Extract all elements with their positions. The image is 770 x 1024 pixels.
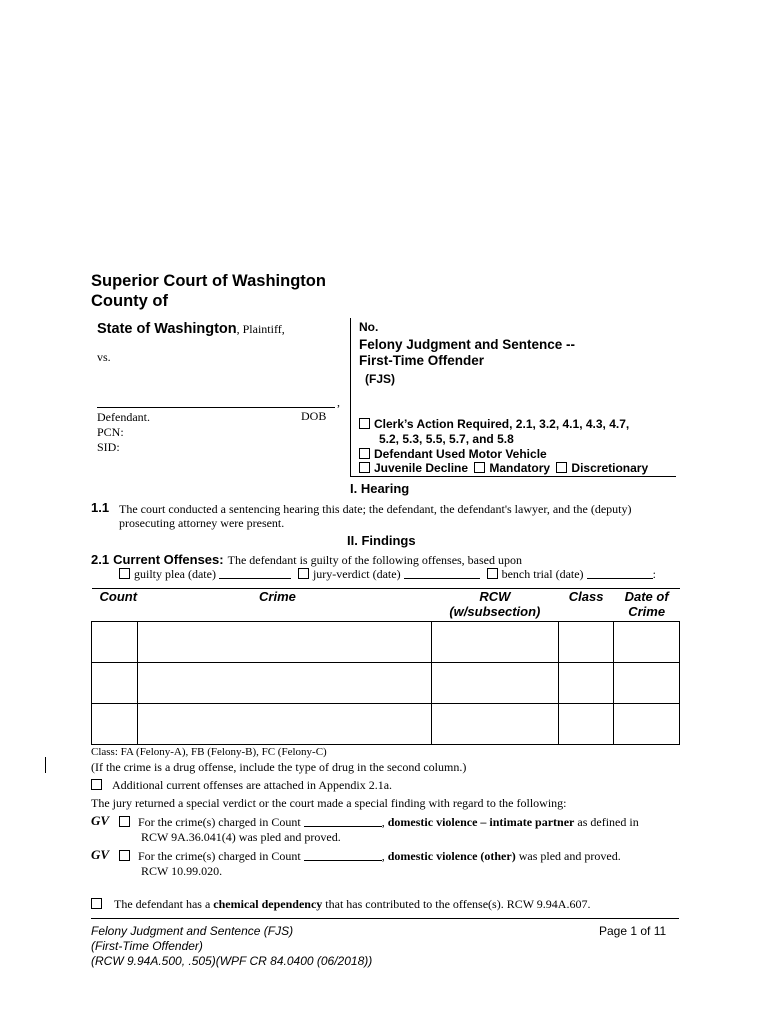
text-cursor — [45, 757, 46, 773]
dv-other-checkbox[interactable] — [119, 850, 130, 861]
case-number-label: No. — [359, 320, 379, 334]
plea-options-colon: : — [652, 567, 656, 581]
rcw-cell[interactable] — [431, 622, 558, 663]
table-row — [92, 704, 680, 745]
crime-cell[interactable] — [137, 704, 431, 745]
guilty-plea-date-field[interactable] — [219, 567, 291, 579]
additional-offenses-text: Additional current offenses are attached in Appendix 2.1a. — [112, 778, 393, 792]
additional-offenses-row — [91, 778, 392, 793]
dv-intimate-checkbox[interactable] — [119, 816, 130, 827]
chemical-dependency-checkbox[interactable] — [91, 898, 102, 909]
jury-verdict-date-field[interactable] — [404, 567, 480, 579]
plea-options-row — [119, 567, 656, 582]
class-cell[interactable] — [558, 704, 613, 745]
plaintiff-role: , Plaintiff, — [236, 322, 285, 336]
guilty-plea-label: guilty plea (date) — [134, 567, 216, 581]
court-name: Superior Court of Washington — [91, 272, 326, 290]
caption-comma: , — [337, 395, 340, 409]
bench-trial-label: bench trial (date) — [501, 567, 584, 581]
dob-label: DOB — [301, 409, 327, 423]
current-offenses-intro: The defendant is guilty of the following offenses, based upon — [227, 553, 523, 567]
clerk-action-sections: 5.2, 5.3, 5.5, 5.7, and 5.8 — [379, 432, 514, 446]
special-finding-dv-other: For the crime(s) charged in Count , domestic violence (other) was pled and proved. — [119, 849, 621, 864]
juvenile-decline-label: Juvenile Decline — [374, 461, 469, 475]
findings-heading: II. Findings — [347, 533, 416, 548]
caption-bottom-rule — [350, 476, 676, 477]
jury-verdict-checkbox[interactable] — [298, 568, 309, 579]
rcw-cell[interactable] — [431, 704, 558, 745]
hearing-heading: I. Hearing — [350, 481, 410, 496]
drug-note: (If the crime is a drug offense, include the type of drug in the second column.) — [91, 760, 467, 774]
motor-vehicle-label: Defendant Used Motor Vehicle — [374, 447, 547, 461]
footer-rule — [91, 918, 679, 919]
additional-offenses-checkbox[interactable] — [91, 779, 102, 790]
special-verdict-intro: The jury returned a special verdict or the court made a special finding with regard to the following: — [91, 796, 567, 810]
current-offenses-colon: : — [219, 552, 224, 567]
gv-code-2: GV — [91, 847, 110, 862]
clerk-action-checkbox[interactable] — [359, 418, 370, 429]
class-legend: Class: FA (Felony-A), FB (Felony-B), FC (Felony-C) — [91, 746, 327, 758]
page-number: Page 1 of 11 — [599, 924, 667, 938]
gv-code-1: GV — [91, 813, 110, 828]
document-title-line2: First-Time Offender — [359, 353, 485, 368]
col-date: Date of Crime — [614, 589, 680, 622]
current-offenses-table — [91, 588, 680, 745]
hearing-text-line2: prosecuting attorney were present. — [119, 516, 285, 530]
discretionary-label: Discretionary — [571, 461, 649, 475]
col-class: Class — [558, 589, 613, 622]
document-abbr: (FJS) — [365, 372, 395, 386]
rcw-cell[interactable] — [431, 663, 558, 704]
footer-form-title: Felony Judgment and Sentence (FJS) — [91, 924, 294, 938]
table-row — [92, 663, 680, 704]
special-finding-dv-intimate: For the crime(s) charged in Count , domestic violence – intimate partner as defined in — [119, 815, 639, 830]
plaintiff-name: State of Washington — [97, 321, 237, 337]
bench-trial-date-field[interactable] — [587, 567, 653, 579]
plaintiff-line — [97, 320, 285, 338]
juvenile-decline-checkbox[interactable] — [359, 462, 370, 473]
special-finding-dv-intimate-line2: RCW 9A.36.041(4) was pled and proved. — [141, 830, 341, 844]
discretionary-checkbox[interactable] — [556, 462, 567, 473]
motor-vehicle-row — [359, 447, 547, 461]
chemical-dependency-row: The defendant has a chemical dependency that has contributed to the offense(s). RCW 9.94A.607. — [91, 897, 590, 912]
current-offenses-number: 2.1 — [91, 552, 110, 567]
mandatory-checkbox[interactable] — [474, 462, 485, 473]
count-cell[interactable] — [92, 663, 138, 704]
col-rcw: RCW (w/subsection) — [431, 589, 558, 622]
clerk-action-text: Clerk’s Action Required, 2.1, 3.2, 4.1, 4.3, 4.7, — [374, 417, 630, 431]
date-cell[interactable] — [614, 622, 680, 663]
col-crime: Crime — [137, 589, 431, 622]
bench-trial-checkbox[interactable] — [487, 568, 498, 579]
dv-other-count-field[interactable] — [304, 849, 382, 861]
count-cell[interactable] — [92, 704, 138, 745]
crime-cell[interactable] — [137, 663, 431, 704]
footer-form-subtitle: (First-Time Offender) — [91, 939, 203, 953]
date-cell[interactable] — [614, 663, 680, 704]
mandatory-label: Mandatory — [489, 461, 551, 475]
guilty-plea-checkbox[interactable] — [119, 568, 130, 579]
class-cell[interactable] — [558, 622, 613, 663]
caption-divider — [350, 318, 351, 476]
class-cell[interactable] — [558, 663, 613, 704]
table-row — [92, 622, 680, 663]
crime-cell[interactable] — [137, 622, 431, 663]
count-cell[interactable] — [92, 622, 138, 663]
current-offenses-title: Current Offenses — [113, 552, 220, 567]
hearing-text-line1: The court conducted a sentencing hearing this date; the defendant, the defendant's lawyer, and the (deputy) — [119, 502, 632, 516]
date-cell[interactable] — [614, 704, 680, 745]
col-count: Count — [92, 589, 138, 622]
county-label: County of — [91, 292, 168, 310]
versus-label: vs. — [97, 350, 111, 364]
dv-intimate-count-field[interactable] — [304, 815, 382, 827]
jury-verdict-label: jury-verdict (date) — [312, 567, 401, 581]
sid-label: SID: — [97, 440, 120, 454]
table-header-row — [92, 589, 680, 622]
document-title-line1: Felony Judgment and Sentence -- — [359, 337, 576, 352]
defendant-label: Defendant. — [97, 410, 150, 424]
motor-vehicle-checkbox[interactable] — [359, 448, 370, 459]
pcn-label: PCN: — [97, 425, 124, 439]
defendant-name-line[interactable] — [97, 407, 335, 408]
clerk-action-row — [359, 417, 629, 431]
juvenile-decline-row — [359, 461, 648, 475]
special-finding-dv-other-line2: RCW 10.99.020. — [141, 864, 223, 878]
hearing-section-number: 1.1 — [91, 500, 110, 515]
footer-form-citation: (RCW 9.94A.500, .505)(WPF CR 84.0400 (06/2018)) — [91, 954, 373, 968]
